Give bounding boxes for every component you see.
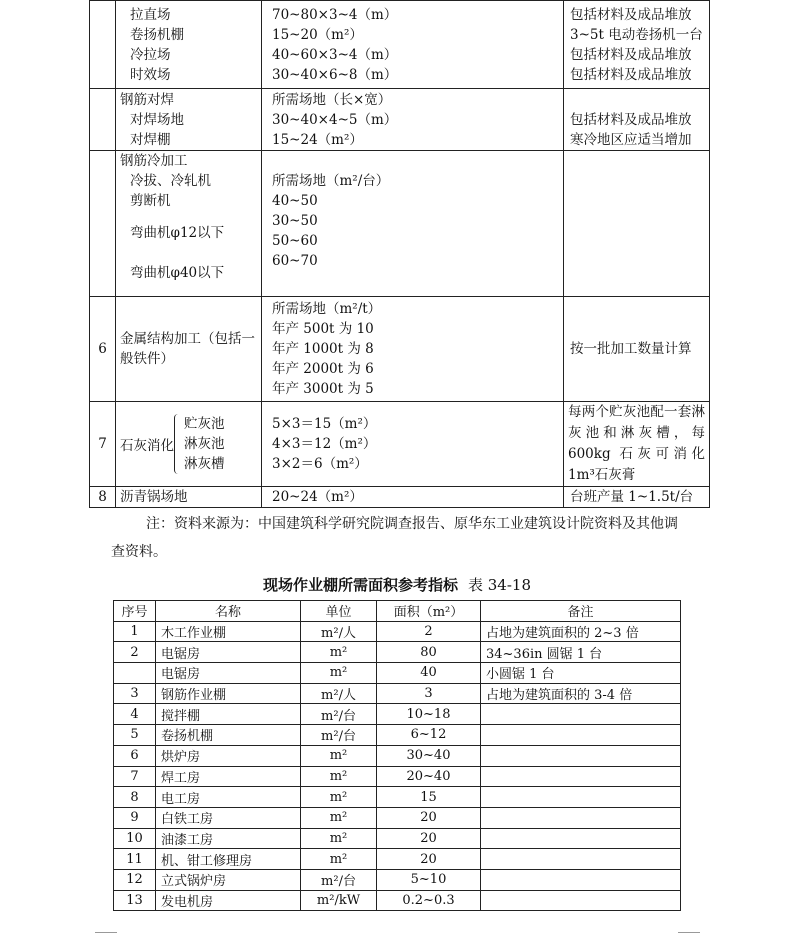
row-name: 电锯房: [156, 642, 301, 663]
row-title: 沥青锅场地: [120, 489, 188, 505]
caption-table-number: 表 34-18: [468, 576, 532, 594]
row-title: 石灰消化: [120, 438, 174, 454]
row-area: 年产 2000t 为 6: [272, 361, 374, 377]
row-note: [481, 725, 681, 746]
caption-title: 现场作业棚所需面积参考指标: [262, 576, 458, 594]
row-note: 小圆锯 1 台: [481, 663, 681, 684]
row-note: 台班产量 1~1.5t/台: [570, 489, 694, 505]
row-number: 9: [114, 807, 156, 828]
table-note: [111, 510, 711, 566]
row-area: 50~60: [272, 233, 318, 249]
row-area: 60~70: [272, 253, 318, 269]
row-number: 13: [114, 890, 156, 911]
table-row: [114, 766, 681, 787]
row-number: 8: [90, 487, 116, 508]
row-area: 30~40×6~8（m）: [272, 66, 398, 83]
row-number: 8: [114, 787, 156, 808]
table-row: [114, 663, 681, 684]
row-name: 烘炉房: [156, 745, 301, 766]
table-row: [114, 725, 681, 746]
row-note: [481, 704, 681, 725]
row-area: 6~12: [377, 725, 481, 746]
row-number: 7: [114, 766, 156, 787]
row-unit: m²: [301, 745, 377, 766]
row-note: 包括材料及成品堆放: [570, 111, 692, 128]
row-name: 白铁工房: [156, 807, 301, 828]
row-name: 卷扬机棚: [156, 725, 301, 746]
table-row: [90, 151, 710, 297]
row-area: 15: [377, 787, 481, 808]
row-unit: m²: [301, 787, 377, 808]
row-name: 对焊场地: [130, 111, 184, 128]
table-row: [114, 807, 681, 828]
row-note: [481, 869, 681, 890]
row-area: 20~24（m²）: [272, 489, 363, 505]
row-unit: m²: [301, 663, 377, 684]
column-header: 名称: [156, 601, 301, 622]
table-row: [90, 487, 710, 508]
shed-area-table-body: [114, 621, 681, 911]
row-area-header: 所需场地（m²/台）: [272, 173, 390, 189]
table-row: [114, 787, 681, 808]
row-area: 3: [377, 683, 481, 704]
row-name: 冷拔、冷轧机: [130, 173, 211, 189]
row-note: 占地为建筑面积的 2~3 倍: [481, 621, 681, 642]
table-row: [114, 621, 681, 642]
row-area: 40: [377, 663, 481, 684]
row-name: 电工房: [156, 787, 301, 808]
row-name: 电锯房: [156, 663, 301, 684]
table-header-row: [114, 601, 681, 622]
table-row: [90, 297, 710, 402]
row-unit: m²/台: [301, 869, 377, 890]
row-note: 每两个贮灰池配一套淋灰池和淋灰槽，每600kg 石灰可消化1m³石灰膏: [568, 404, 705, 483]
table-row: [114, 642, 681, 663]
row-note: 寒冷地区应适当增加: [570, 131, 692, 148]
row-area: 2: [377, 621, 481, 642]
row-area: 3×2＝6（m²）: [272, 456, 368, 472]
row-number: 6: [114, 745, 156, 766]
table-caption: [0, 574, 794, 595]
row-area: 15~24（m²）: [272, 131, 363, 148]
page-edge-mark: [678, 932, 700, 933]
row-note: 包括材料及成品堆放: [570, 6, 692, 23]
row-name: 木工作业棚: [156, 621, 301, 642]
row-unit: m²/台: [301, 704, 377, 725]
row-number: [114, 663, 156, 684]
column-header: 单位: [301, 601, 377, 622]
table-row: [90, 1, 710, 89]
row-area: 80: [377, 642, 481, 663]
row-name: 钢筋作业棚: [156, 683, 301, 704]
row-unit: m²/人: [301, 621, 377, 642]
row-name: 机、钳工修理房: [156, 849, 301, 870]
row-area: 30~40×4~5（m）: [272, 111, 398, 128]
row-unit: m²/人: [301, 683, 377, 704]
row-area: 年产 3000t 为 5: [272, 381, 374, 397]
row-unit: m²: [301, 642, 377, 663]
row-note: 3~5t 电动卷扬机一台: [570, 26, 703, 43]
row-name: 贮灰池: [184, 416, 225, 432]
column-header: 序号: [114, 601, 156, 622]
row-number: 10: [114, 828, 156, 849]
row-name: 发电机房: [156, 890, 301, 911]
row-title: 钢筋冷加工: [120, 153, 188, 169]
row-area: 30~40: [377, 745, 481, 766]
row-name: 弯曲机φ40以下: [130, 265, 225, 281]
row-number: 7: [90, 402, 116, 487]
table-row: [114, 849, 681, 870]
row-title: 钢筋对焊: [120, 91, 174, 108]
row-number: 3: [114, 683, 156, 704]
row-note: 按一批加工数量计算: [570, 341, 692, 357]
brace-icon: [174, 414, 181, 474]
table-row: [90, 89, 710, 151]
row-note: [481, 849, 681, 870]
row-name: 对焊棚: [130, 131, 171, 148]
row-area: 年产 1000t 为 8: [272, 341, 374, 357]
row-area-header: 所需场地（m²/t）: [272, 301, 382, 317]
row-area: 20~40: [377, 766, 481, 787]
row-area: 0.2~0.3: [377, 890, 481, 911]
row-number: 1: [114, 621, 156, 642]
row-number: 11: [114, 849, 156, 870]
row-number: 6: [90, 297, 116, 402]
row-name: 油漆工房: [156, 828, 301, 849]
row-name: 时效场: [130, 66, 171, 83]
row-area: 20: [377, 828, 481, 849]
row-area: 5×3＝15（m²）: [272, 416, 377, 432]
row-unit: m²: [301, 849, 377, 870]
row-name: 拉直场: [130, 6, 171, 23]
table-row: [114, 890, 681, 911]
page-edge-mark: [95, 932, 117, 933]
row-name: 淋灰池: [184, 436, 225, 452]
row-note: [481, 766, 681, 787]
row-name: 弯曲机φ12以下: [130, 225, 225, 241]
table-row: [114, 745, 681, 766]
row-number: 12: [114, 869, 156, 890]
table-row: [90, 402, 710, 487]
row-number: 5: [114, 725, 156, 746]
column-header: 面积（m²）: [377, 601, 481, 622]
row-unit: m²/kW: [301, 890, 377, 911]
table-row: [114, 704, 681, 725]
note-line-1: 注：资料来源为：中国建筑科学研究院调查报告、原华东工业建筑设计院资料及其他调: [146, 516, 678, 532]
row-area: 4×3＝12（m²）: [272, 436, 377, 452]
row-note: [481, 828, 681, 849]
row-area: 20: [377, 849, 481, 870]
table-row: [114, 828, 681, 849]
row-name: 淋灰槽: [184, 456, 225, 472]
row-area: 40~60×3~4（m）: [272, 46, 398, 63]
row-area: 70~80×3~4（m）: [272, 6, 398, 23]
note-line-2: 查资料。: [111, 544, 167, 560]
row-name: 立式锅炉房: [156, 869, 301, 890]
row-note: 占地为建筑面积的 3-4 倍: [481, 683, 681, 704]
row-area: 10~18: [377, 704, 481, 725]
shed-area-table: [113, 600, 681, 911]
row-area: 30~50: [272, 213, 318, 229]
row-note: 包括材料及成品堆放: [570, 66, 692, 83]
row-unit: m²/台: [301, 725, 377, 746]
row-unit: m²: [301, 828, 377, 849]
row-area: 40~50: [272, 193, 318, 209]
row-title: 金属结构加工（包括一般铁件）: [120, 331, 255, 367]
row-note: [481, 807, 681, 828]
site-area-table-continued: [89, 0, 710, 508]
row-number: 4: [114, 704, 156, 725]
row-name: 冷拉场: [130, 46, 171, 63]
row-unit: m²: [301, 807, 377, 828]
row-area: 5~10: [377, 869, 481, 890]
row-area-header: 所需场地（长×宽）: [272, 91, 392, 108]
table-row: [114, 869, 681, 890]
row-area: 年产 500t 为 10: [272, 321, 374, 337]
row-note: [481, 745, 681, 766]
row-area: 15~20（m²）: [272, 26, 363, 43]
row-note: 包括材料及成品堆放: [570, 46, 692, 63]
row-area: 20: [377, 807, 481, 828]
row-name: 卷扬机棚: [130, 26, 184, 43]
table-row: [114, 683, 681, 704]
row-note: [481, 787, 681, 808]
row-note: [481, 890, 681, 911]
row-unit: m²: [301, 766, 377, 787]
row-note: 34~36in 圆锯 1 台: [481, 642, 681, 663]
row-number: 2: [114, 642, 156, 663]
row-name: 焊工房: [156, 766, 301, 787]
row-name: 剪断机: [130, 193, 171, 209]
column-header: 备注: [481, 601, 681, 622]
row-name: 搅拌棚: [156, 704, 301, 725]
